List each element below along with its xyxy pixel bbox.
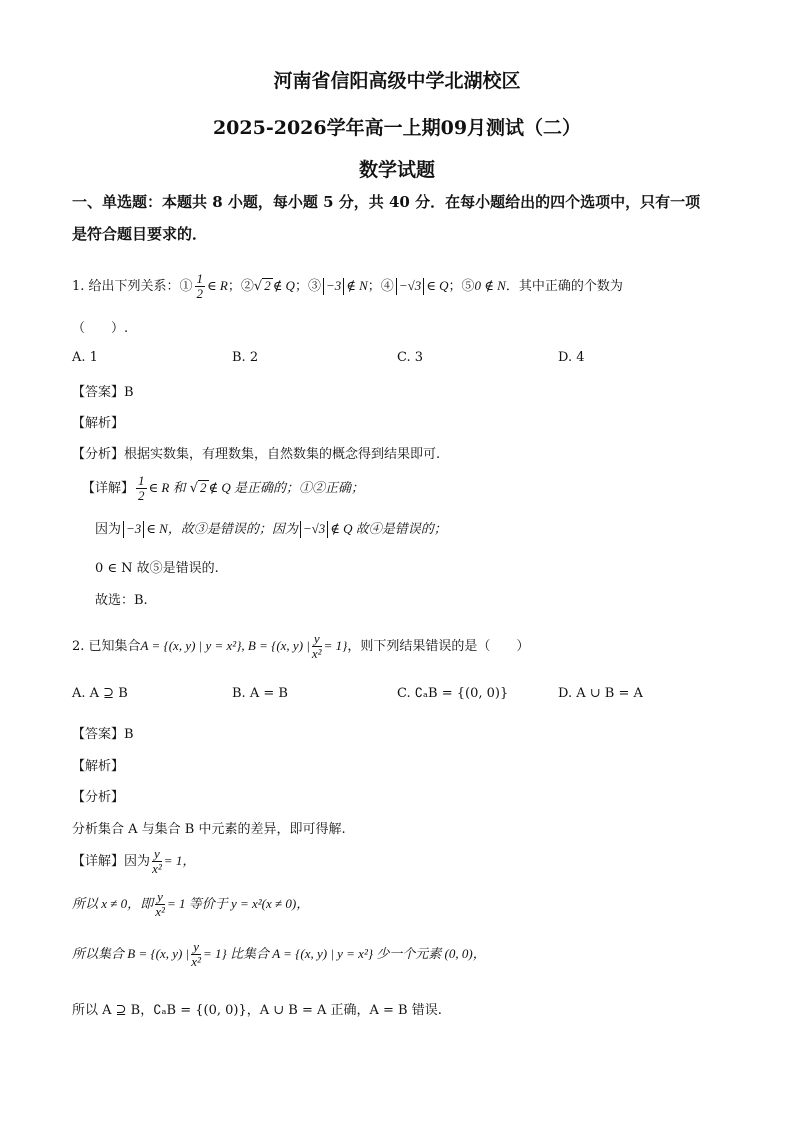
q2-detail-line1: 【详解】因为 $\frac{y}{\text{x²}}$ = 1， xyxy=(72,846,196,876)
q2-detail-line2: 所以 x ≠ 0，即 $\frac{y}{\text{x²}}$ = 1 等价于 y = x²(x ≠ 0)， xyxy=(72,889,310,919)
q2-fenxi: 【分析】 xyxy=(72,790,125,805)
q1-option-d: D. 4 xyxy=(558,350,585,365)
q2-option-a: A. A ⊇ B xyxy=(72,686,128,701)
q1-option-a: A. 1 xyxy=(72,350,98,365)
q2-detail-line4: 所以 A ⊇ B，∁ₐB = {(0, 0)}，A ∪ B = A 正确，A = B 错误. xyxy=(72,1003,442,1018)
subject-title: 数学试题 xyxy=(358,159,435,181)
q1-option-b: B. 2 xyxy=(232,350,259,365)
q1-detail-line2: 因为 −3 ∈ N，故③是错误的；因为 −√3 ∉ Q 故④是错误的； xyxy=(95,521,447,537)
q1-option-c: C. 3 xyxy=(397,350,424,365)
section-heading-line1: 一、单选题：本题共 8 小题，每小题 5 分，共 40 分．在每小题给出的四个选项中，只有一项 xyxy=(72,193,701,211)
q1-detail-line3: 0 ∈ N 故⑤是错误的. xyxy=(95,561,219,576)
q1-select: 故选：B. xyxy=(95,593,148,608)
q1-jiexi: 【解析】 xyxy=(72,416,125,431)
q2-jiexi: 【解析】 xyxy=(72,759,125,774)
q1-answer: 【答案】B xyxy=(72,385,134,400)
q2-fenxi-text: 分析集合 A 与集合 B 中元素的差异，即可得解. xyxy=(72,822,346,837)
q2-option-b: B. A = B xyxy=(232,686,288,701)
q2-option-c: C. ∁ₐB = {(0, 0)} xyxy=(397,686,509,701)
q2-answer: 【答案】B xyxy=(72,727,134,742)
q2-detail-line3: 所以集合 B = {(x, y) | $\frac{y}{\text{x²}}$ = 1} 比集合 A = {(x, y) | y = x²} 少一个元素 (0, 0)， xyxy=(72,939,486,969)
question-1-blank: （ ）. xyxy=(72,321,129,336)
school-title: 河南省信阳高级中学北湖校区 xyxy=(273,70,521,92)
exam-title: 2025-2026学年高一上期09月测试（二） xyxy=(212,117,582,139)
q1-detail-line1: 【详解】 $\frac{1}{2}$ ∈ R 和 √ 2 ∉ Q 是正确的；①②正确； xyxy=(82,473,365,503)
question-1-stem: 1. 给出下列关系：① $\frac{1}{2}$ ∈ R；②√ 2 ∉ Q；③ −3 ∉ N；④ −√3 ∈ Q；⑤0 ∉ N．其中正确的个数为 xyxy=(72,271,623,301)
q1-fenxi: 【分析】根据实数集，有理数集，自然数集的概念得到结果即可. xyxy=(72,447,441,462)
q2-option-d: D. A ∪ B = A xyxy=(558,686,643,701)
section-heading-line2: 是符合题目要求的． xyxy=(72,225,208,243)
question-2-stem: 2. 已知集合A = {(x, y) | y = x²}, B = {(x, y) | $\frac{y}{\text{x²}}$ = 1}，则下列结果错误的是（ ） xyxy=(72,631,530,661)
